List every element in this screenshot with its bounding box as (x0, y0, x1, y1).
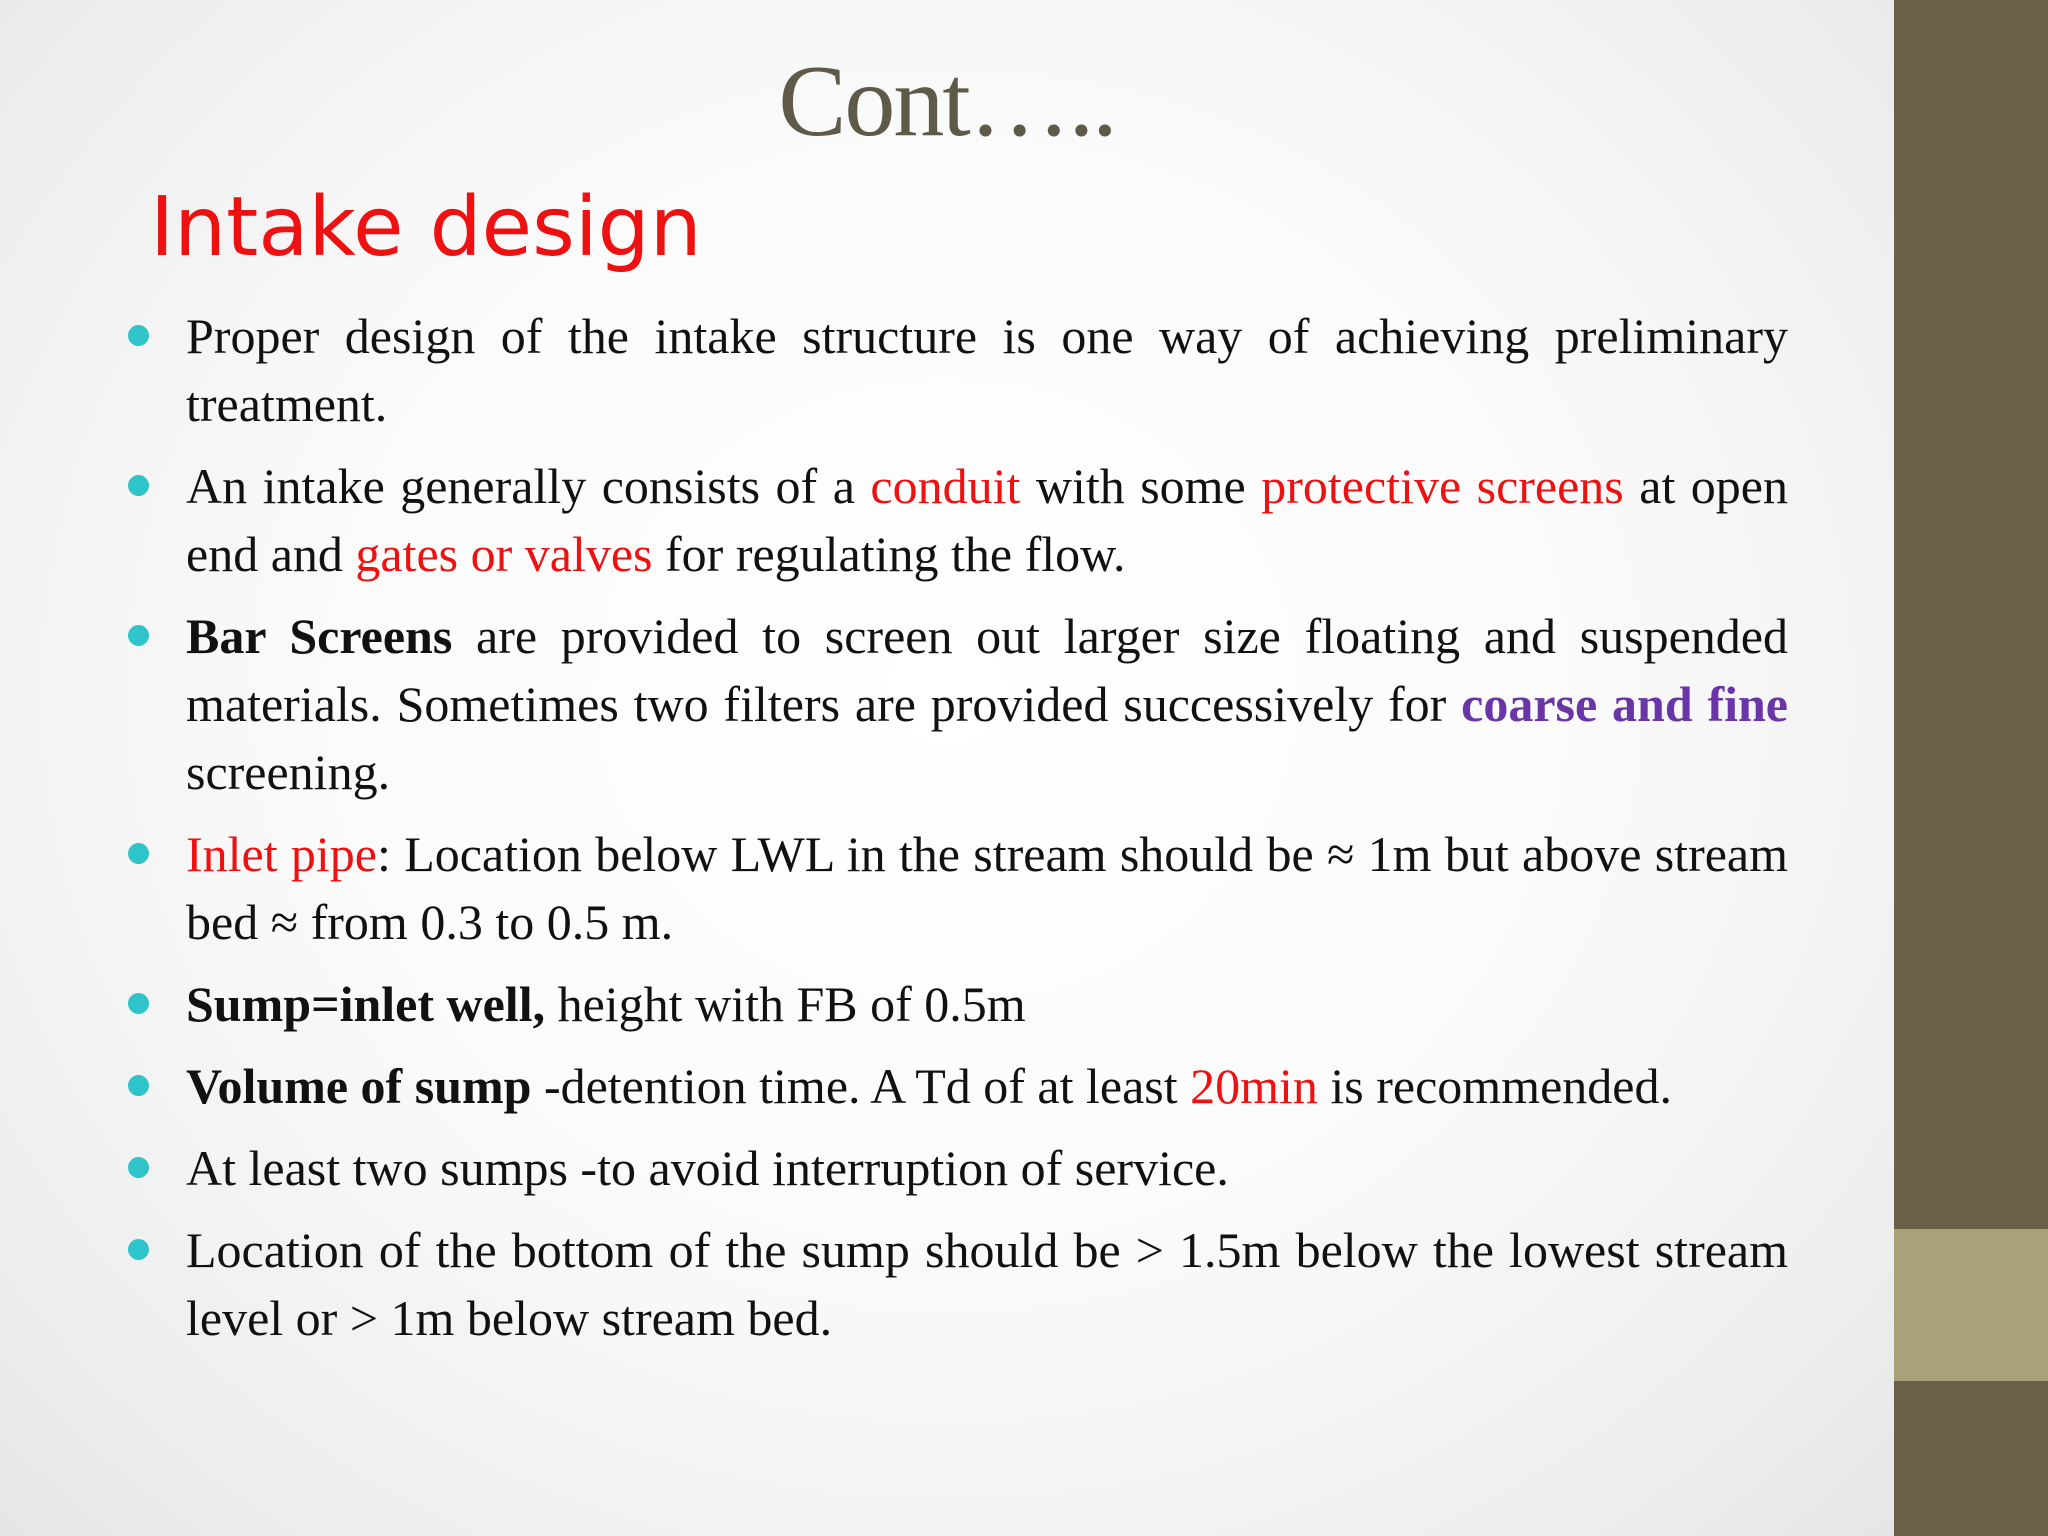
bullet-item-intake-components (126, 452, 1788, 588)
bullet-text: are provided to screen out larger size floating and suspended materials. Sometimes two filters are provided successively for (186, 608, 1788, 732)
bullet-dot-icon (128, 625, 149, 646)
bullet-dot-icon (128, 325, 149, 346)
highlight-20min: 20min (1190, 1058, 1318, 1114)
bullet-text: with some (1020, 458, 1262, 514)
bullet-text: Proper design of the intake structure is one way of achieving preliminary treatment. (186, 308, 1788, 432)
highlight-coarse-fine: coarse and fine (1461, 676, 1788, 732)
bullet-dot-icon (128, 475, 149, 496)
bullet-item-bar-screens (126, 602, 1788, 806)
highlight-protective-screens: protective screens (1261, 458, 1624, 514)
slide-subtitle: Intake design (150, 180, 702, 275)
bold-term-bar-screens: Bar Screens (186, 608, 453, 664)
bullet-item-sump-inlet-well (126, 970, 1788, 1038)
bullet-text: at open end and (186, 458, 1789, 582)
slide-title: Cont….. (778, 45, 1116, 158)
bullet-dot-icon (128, 1157, 149, 1178)
bullet-text: -detention time. A Td of at least (531, 1058, 1191, 1114)
highlight-conduit: conduit (870, 458, 1021, 514)
bullet-text: At least two sumps -to avoid interruption of service. (186, 1140, 1229, 1196)
bullet-dot-icon (128, 1075, 149, 1096)
bullet-dot-icon (128, 993, 149, 1014)
bullet-dot-icon (128, 843, 149, 864)
bullet-item-sump-location (126, 1216, 1788, 1352)
bullet-item-proper-design (126, 302, 1788, 438)
bullet-item-volume-of-sump (126, 1052, 1788, 1120)
bullet-dot-icon (128, 1239, 149, 1260)
bullet-list (126, 302, 1788, 1366)
bullet-text: : Location below LWL in the stream should be ≈ 1m but above stream bed ≈ from 0.3 to 0.5 m. (186, 826, 1789, 950)
bullet-text: screening. (186, 744, 391, 800)
highlight-gates-valves: gates or valves (355, 526, 653, 582)
bullet-item-inlet-pipe (126, 820, 1788, 956)
bullet-text: is recommended. (1317, 1058, 1672, 1114)
bullet-text: height with FB of 0.5m (545, 976, 1026, 1032)
bullet-text: An intake generally consists of a (186, 458, 871, 514)
bullet-item-two-sumps (126, 1134, 1788, 1202)
bullet-text: for regulating the flow. (652, 526, 1126, 582)
bullet-text: Location of the bottom of the sump should be > 1.5m below the lowest stream level or > 1m below stream bed. (186, 1222, 1788, 1346)
sidebar-accent-block (1894, 1229, 2048, 1381)
bold-term-volume-of-sump: Volume of sump (186, 1058, 532, 1114)
bold-term-sump: Sump=inlet well, (186, 976, 546, 1032)
highlight-inlet-pipe: Inlet pipe (186, 826, 378, 882)
